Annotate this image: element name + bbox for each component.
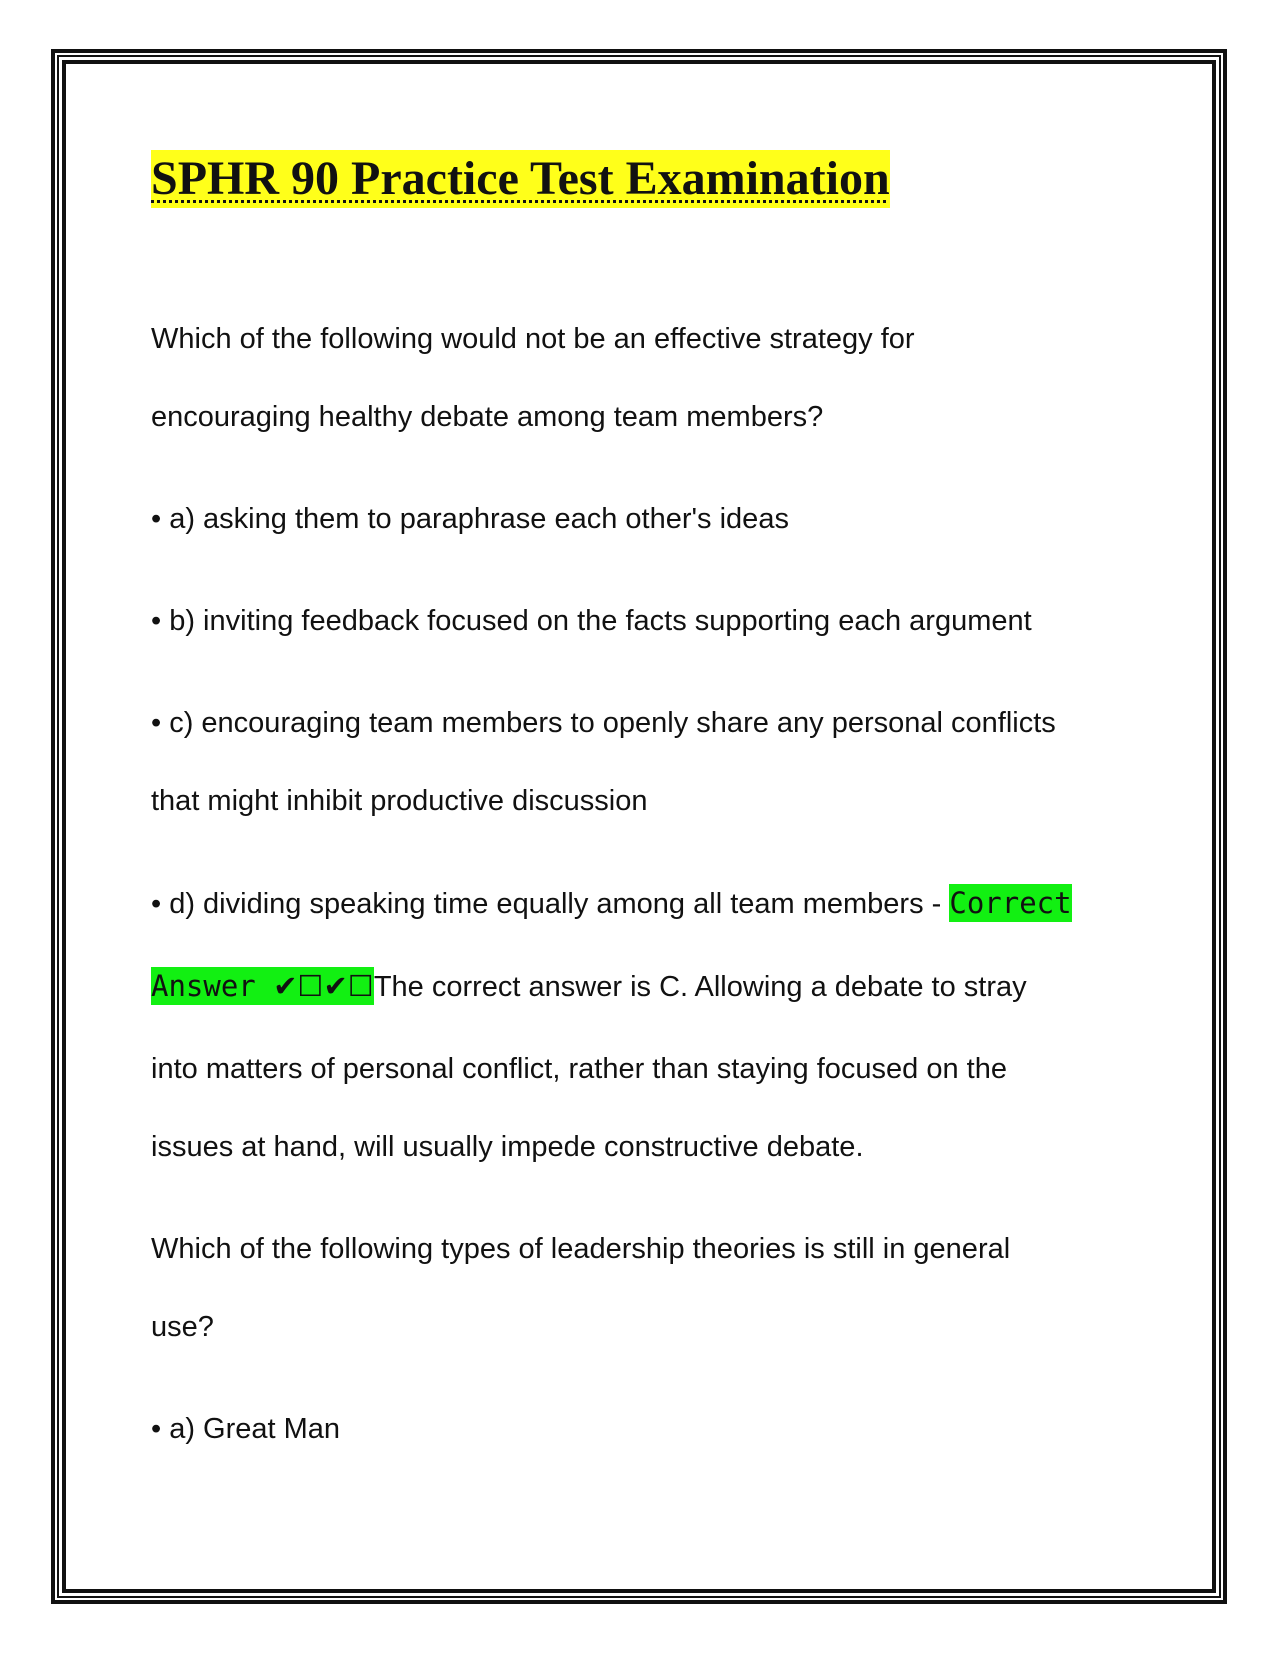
question-2-text-line-1: Which of the following types of leadership theories is still in general bbox=[151, 1233, 1011, 1265]
question-2-option-a: • a) Great Man bbox=[151, 1413, 341, 1445]
correct-answer-label-part-2 bbox=[151, 967, 374, 1005]
question-2 bbox=[151, 1208, 1121, 1470]
answer-explanation-line-3: issues at hand, will usually impede constructive debate. bbox=[151, 1131, 864, 1163]
check-box-marks-icon: ✔☐✔☐ bbox=[273, 969, 374, 1003]
answer-word: Answer bbox=[151, 969, 274, 1003]
question-1-option-a: • a) asking them to paraphrase each other's ideas bbox=[151, 503, 789, 535]
question-1-option-d bbox=[151, 862, 1121, 945]
question-2-text-line-2: use? bbox=[151, 1311, 214, 1343]
answer-explanation-line-1 bbox=[151, 945, 1121, 1028]
document-body bbox=[151, 150, 1121, 1470]
explanation-text-1: The correct answer is C. Allowing a debate to stray bbox=[373, 971, 1027, 1003]
question-1-option-b: • b) inviting feedback focused on the facts supporting each argument bbox=[151, 605, 1032, 637]
document-title: SPHR 90 Practice Test Examination bbox=[151, 150, 890, 208]
option-d-text: • d) dividing speaking time equally among all team members - bbox=[151, 888, 950, 920]
question-1-text-line-2: encouraging healthy debate among team members? bbox=[151, 401, 824, 433]
correct-answer-label-part-1: Correct bbox=[949, 886, 1072, 920]
question-1-text-line-1: Which of the following would not be an effective strategy for bbox=[151, 323, 915, 355]
question-1-option-c-line-1: • c) encouraging team members to openly share any personal conflicts bbox=[151, 707, 1056, 739]
question-1 bbox=[151, 298, 1121, 1188]
answer-explanation-line-2: into matters of personal conflict, rather than staying focused on the bbox=[151, 1053, 1007, 1085]
question-1-option-c-line-2: that might inhibit productive discussion bbox=[151, 785, 648, 817]
